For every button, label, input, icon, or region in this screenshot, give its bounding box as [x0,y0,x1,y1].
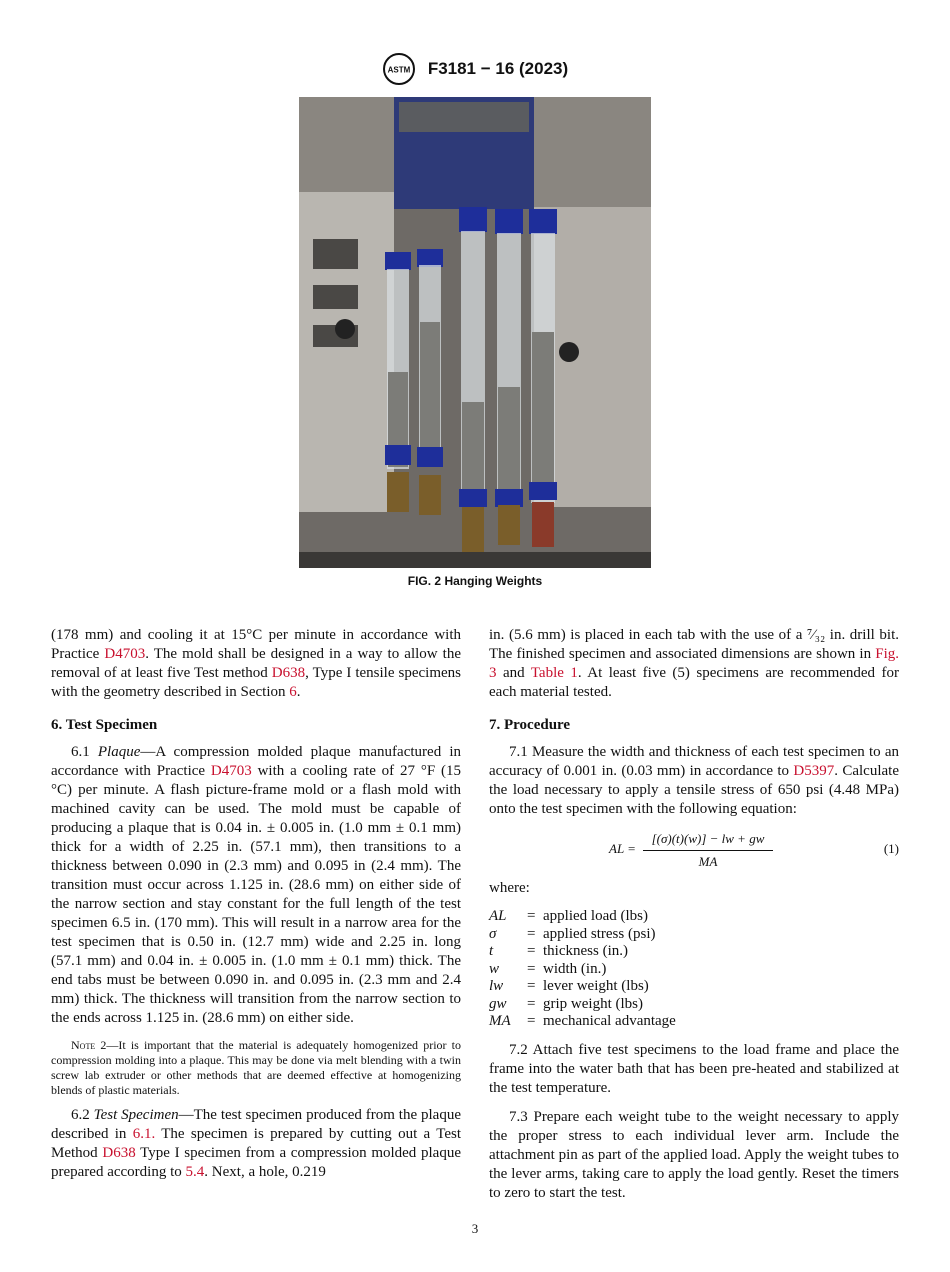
astm-logo [382,52,416,86]
variable-eq: = [527,1013,536,1029]
equation-number: (1) [883,841,899,856]
variable-desc: thickness (in.) [543,943,628,959]
equation-lhs: AL = [609,841,636,856]
variable-desc: mechanical advantage [543,1013,676,1029]
ref-d4703[interactable]: D4703 [104,646,146,662]
variable-desc: grip weight (lbs) [543,995,643,1012]
paragraph-continuation: (178 mm) and cooling it at 15°C per minute in accordance with Practice D4703. The mold shall be designed in a way to allow the removal of at least five Test method D638, Type I tensile specimens with the geometry described in Section 6. [51,627,461,700]
right-column [489,626,899,1213]
paragraph-6-1: 6.1 Plaque—A compression molded plaque manufactured in accordance with Practice D4703 with a cooling rate of 27 °F (15 °C) per minute. A flash picture-frame mold or a flash mold with machined cavity can be used. The mold must be capable of producing a plaque that is 0.04 in. ± 0.005 in. (1.0 mm ± 0.1 mm) thick for a width of 2.25 in. (57.1 mm), then transitions to a thickness between 0.090 in (2.3 mm) and 0.095 in (2.4 mm). The transition must occur across 1.125 in. (28.6 mm) on either side of the narrow section and stay constant for the full length of the test specimen 6.5 in. (170 mm). This will result in a narrow area for the test specimen that is 0.50 in. (12.7 mm) wide and 2.25 in. long (57.1 mm) and 0.04 in. ± 0.005 in. (1.0 mm ± 0.1 mm) thick. The end tabs must be between 0.090 in. and 0.095 in. (2.3 mm and 2.4 mm) thick. The thickness will transition from the narrow section to the ends across 1.125 in. (28.6 mm) on either side. [51,744,461,1026]
variable-sym: MA [489,1013,511,1029]
variable-desc: lever weight (lbs) [543,978,649,994]
variable-desc: applied stress (psi) [543,925,656,942]
ref-6-1[interactable]: 6.1. [132,1126,156,1142]
ref-table-1[interactable]: Table 1 [530,665,578,681]
page-number: 3 [471,1221,479,1236]
page-header [0,52,950,86]
paragraph-continuation: in. (5.6 mm) is placed in each tab with the use of a ⁷⁄₃₂ in. drill bit. The finished specimen and associated dimensions are shown in Fig. 3 and Table 1. At least five (5) specimens are recommended for each material tested. [489,627,899,700]
equation-1 [489,829,899,869]
variable-sym: σ [489,925,497,942]
variable-row [489,978,676,996]
paragraph-7-3: 7.3 Prepare each weight tube to the weight necessary to apply the proper stress to each individual lever arm. Include the attachment pin as part of the applied load. Apply the weight tubes to the lever arms, taking care to apply the load gently. Reset the timers to zero to start the test. [489,1108,899,1201]
equation-numerator: [(σ)(t)(w)] − lw + gw [643,829,773,851]
paragraph-7-2: 7.2 Attach five test specimens to the load frame and place the frame into the water bath that has been pre-heated and stabilized at the test temperature. [489,1041,899,1096]
ref-section-6[interactable]: 6 [289,684,297,700]
equation-fraction [643,829,773,871]
variable-desc: width (in.) [543,960,607,977]
ref-d5397[interactable]: D5397 [793,763,835,779]
variable-eq: = [527,925,536,942]
figure-caption: FIG. 2 Hanging Weights [407,574,543,588]
equation-denominator: MA [698,854,718,869]
hanging-weights-photo [299,97,651,568]
variable-row [489,996,676,1014]
variable-list [489,908,676,1031]
ref-5-4[interactable]: 5.4 [185,1164,205,1180]
variable-row [489,1013,676,1031]
variable-eq: = [527,978,536,994]
variable-row [489,943,676,961]
variable-eq: = [527,960,536,977]
ref-d4703[interactable]: D4703 [210,763,252,779]
paragraph-6-2: 6.2 Test Specimen—The test specimen produced from the plaque described in 6.1. The specimen is prepared by cutting out a Test Method D638 Type I specimen from a compression molded plaque prepared according to 5.4. Next, a hole, 0.219 [51,1107,462,1180]
ref-d638[interactable]: D638 [102,1145,136,1161]
variable-eq: = [527,995,536,1012]
variable-desc: applied load (lbs) [543,908,648,924]
variable-sym: lw [489,978,504,994]
variable-sym: gw [489,995,507,1012]
ref-fig-3[interactable]: Fig. 3 [489,646,899,681]
where-label: where: [489,880,530,896]
variable-row [489,908,676,926]
paragraph-7-1: 7.1 Measure the width and thickness of each test specimen to an accuracy of 0.001 in. (0.03 mm) in accordance to D5397. Calculate the load necessary to apply a tensile stress of 650 psi (4.48 MPa) onto the test specimen with the following equation: [489,744,899,817]
variable-row [489,926,676,944]
variable-row [489,961,676,979]
astm-logo-text: ASTM [387,65,411,75]
section-7-heading: 7. Procedure [489,717,571,733]
variable-sym: AL [489,908,507,924]
variable-sym: t [489,943,494,959]
left-column [51,626,461,1192]
ref-d638[interactable]: D638 [271,665,306,681]
variable-eq: = [527,943,536,959]
section-6-heading: 6. Test Specimen [51,717,158,733]
variable-eq: = [527,908,536,924]
note-2: Note 2—It is important that the material is adequately homogenized prior to compression molding into a plaque. This may be done via melt blending with a twin screw lab extruder or other methods that are deemed effective at homogenizing blends of plastic materials. [51,1038,461,1097]
variable-sym: w [489,960,500,977]
document-id: F3181 − 16 (2023) [427,59,569,78]
